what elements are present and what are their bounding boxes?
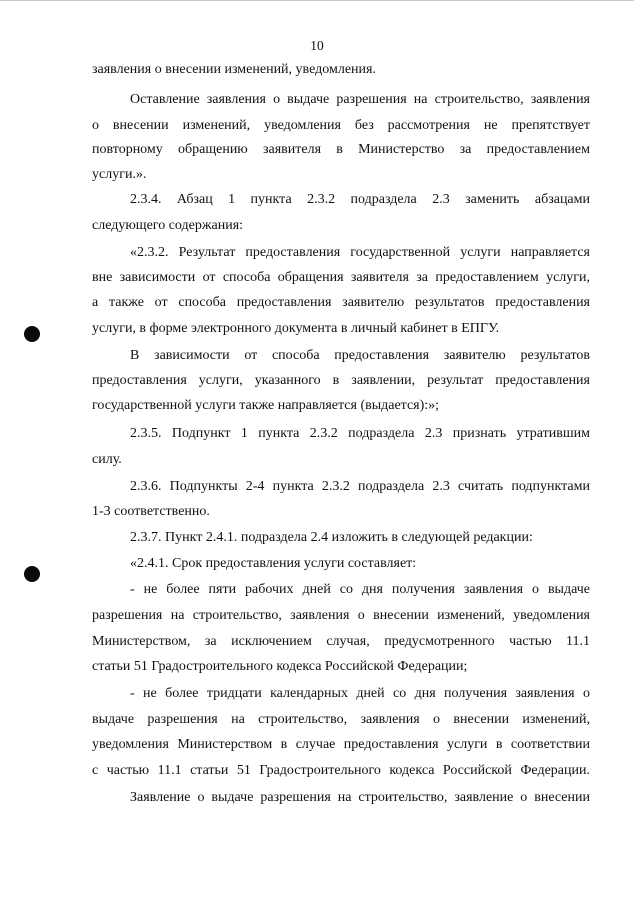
text-line: Заявление о выдаче разрешения на строительство, заявление о внесении xyxy=(130,790,590,805)
text-line: предоставления услуги, указанного в заявлении, результат предоставления xyxy=(92,373,590,388)
text-line: - не более пяти рабочих дней со дня получения заявления о выдаче xyxy=(130,582,590,597)
text-line: «2.4.1. Срок предоставления услуги составляет: xyxy=(130,556,417,571)
text-line: повторному обращению заявителя в Министерство за предоставлением xyxy=(92,142,590,157)
text-line: 2.3.5. Подпункт 1 пункта 2.3.2 подраздела 2.3 признать утратившим xyxy=(130,426,590,441)
text-line: - не более тридцати календарных дней со дня получения заявления о xyxy=(130,686,590,701)
text-line: выдаче разрешения на строительство, заявления о внесении изменений, xyxy=(92,712,590,727)
text-line: с частью 11.1 статьи 51 Градостроительного кодекса Российской Федерации. xyxy=(92,763,590,778)
text-line: услуги, в форме электронного документа в личный кабинет в ЕПГУ. xyxy=(92,321,500,336)
text-line: В зависимости от способа предоставления заявителю результатов xyxy=(130,348,590,363)
text-line: силу. xyxy=(92,452,122,467)
text-line: Министерством, за исключением случая, предусмотренного частью 11.1 xyxy=(92,634,590,649)
text-line: разрешения на строительство, заявления о внесении изменений, уведомления xyxy=(92,608,590,623)
text-line: заявления о внесении изменений, уведомления. xyxy=(92,62,376,77)
text-line: вне зависимости от способа обращения заявителя за предоставлением услуги, xyxy=(92,270,590,285)
text-line: о внесении изменений, уведомления без рассмотрения не препятствует xyxy=(92,118,590,133)
text-line: 2.3.7. Пункт 2.4.1. подраздела 2.4 изложить в следующей редакции: xyxy=(130,530,533,545)
text-line: Оставление заявления о выдаче разрешения на строительство, заявления xyxy=(130,92,590,107)
text-line: 1-3 соответственно. xyxy=(92,504,210,519)
punch-hole xyxy=(24,326,40,342)
text-line: государственной услуги также направляется (выдается):»; xyxy=(92,398,440,413)
text-line: 2.3.6. Подпункты 2-4 пункта 2.3.2 подраздела 2.3 считать подпунктами xyxy=(130,479,590,494)
text-line: следующего содержания: xyxy=(92,218,244,233)
page-top-edge xyxy=(0,0,634,1)
text-line: услуги.». xyxy=(92,167,147,182)
punch-hole xyxy=(24,566,40,582)
text-line: статьи 51 Градостроительного кодекса Российской Федерации; xyxy=(92,659,468,674)
text-line: уведомления Министерством в случае предоставления услуги в соответствии xyxy=(92,737,590,752)
text-line: а также от способа предоставления заявителю результатов предоставления xyxy=(92,295,590,310)
text-line: «2.3.2. Результат предоставления государственной услуги направляется xyxy=(130,245,590,260)
text-line: 2.3.4. Абзац 1 пункта 2.3.2 подраздела 2.3 заменить абзацами xyxy=(130,192,590,207)
page-number: 10 xyxy=(310,38,324,53)
